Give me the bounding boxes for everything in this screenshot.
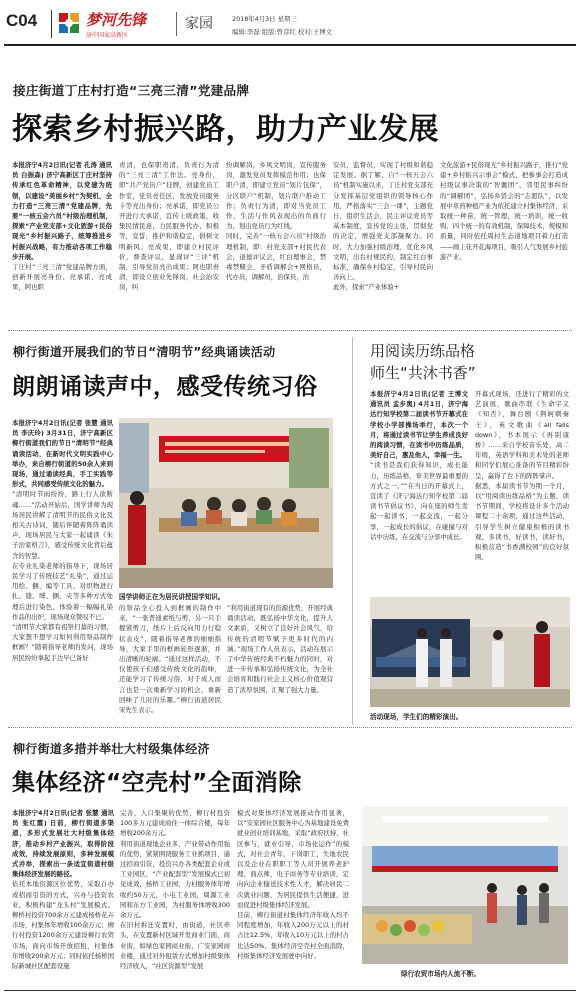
article1-column-1: 本报济宁4月2日讯(记者 孔涛 通讯员 白振森) 济宁高新区丁庄村坚持传承红色革命精神，以党建为统领，以建设“美丽乡村”为契机，全力打造“三亮三清”党建品牌，先要“一核五会六员”村级治理机制，探索“产业党支部+文化旅游+民俗现光”乡村振兴路子，统筹推进乡村振兴战略，有力推动各项工作稳步开展。 丁庄村“三亮三清”党建品牌方面，创新开展亮身份、亮承诺、亮成果，阿也职 bbox=[12, 161, 112, 292]
article1-lead: 本报济宁4月2日讯(记者 孔涛 通讯员 白振森) 济宁高新区丁庄村坚持传承红色革命精神，以党建为统领，以建设“美丽乡村”为契机，全力打造“三亮三清”党建品牌，先要“一核五会六员”村级治理机制，探索“产业党支部+文化旅游+民俗现光”乡村振兴路子，统筹推进乡村振兴战略，有力推动各项工作稳步开展。 bbox=[12, 161, 112, 261]
article3-column-1: 本报济宁4月2日讯(记者 王博文 通讯员 孟步奥) 4月1日，济宁海达行知学校第二届读书节开幕式在学校小学部操场举行，本次一个月，将通过读书节让学生养成良好的阅读习惯，在读书中历练品质，美好自己，惠及他人，幸福一生。 “读书是我们获得知识，成长能力，历练品格，审美世界最重要的方式之一。”“在当日的开幕式上，宣读了《济宁海达行知学校第二届读书节倡议书》，向在座的师生发起一起读书，一起交流，一起分享，一起成长的倡议，在碰撞与对话中历练，在交流与分享中成长。 bbox=[370, 390, 468, 541]
page-number: C04 bbox=[6, 11, 38, 30]
article2-photo bbox=[119, 418, 333, 588]
article4-subheading: 柳行街道多措并举壮大村级集体经济 bbox=[13, 742, 210, 756]
paper-subtitle: 济中国家高新区 bbox=[86, 32, 129, 39]
article3-column-2: 开幕式现场，还进行了精彩的文艺演展，歌曲串联《生命字义《知否》，舞台剧《荆轲刺秦王》，英文歌曲《all falls down》，书本展示《再别康桥》……来自学校音乐处，高二年级，英语学科和美术处的老师和同学们展心准备的节目精彩纷呈，赢得了台下的阵阵掌声。 据悉，本届读书节为期一个月，以“用阅读历练品格”为主题，读书节期间，学校将设计多个活动课程二十余项，通过这些活动，引导学生树立健康积极的读书观，多读书，好读书，读好书，积极营造“书香满校园”的良好氛围。 bbox=[475, 390, 569, 562]
article2-heading: 朗朗诵读声中，感受传统习俗 bbox=[12, 374, 318, 400]
article1-column-4: 安员，监督员，实现了村级和谐稳定发展。据了解，自“一核五会六员”机制实施以来，丁庄村党支部充分发挥基层党组织的领导核心作用，严格落实“三会一课”，主题党日，组织生活会，民主评议党员等基本制度，宣传党的主张，贯彻党的决定，增强党支部凝聚力。同时，大力加强村级治理，优化乡风文明，出台村规民约，制定红白事标准，确保乡村稳定，引导村民向善向上。 此外，探索“产业体验+ bbox=[333, 161, 433, 292]
article4-photo bbox=[362, 806, 568, 964]
masthead-rule bbox=[4, 44, 576, 46]
page-bottom-rule bbox=[4, 990, 576, 991]
article2-bottom-rule bbox=[8, 727, 572, 728]
article4-column-1: 本报济宁4月2日讯(记者 张慧 通讯员 张红霞) 日前，柳行街道多渠道，多形式发展壮大村级集体经济，推动乡村产业振兴，取得阶段成效，持续发展原则，多种发展模式并举，探索出一条适宜街道村级集体经济发展的路径。 依托本地资源区位优势，采取自办或招商引资的方式，兴办与投资农业，积极构建“龙头村”发展模式。柳桥村投资700余万元建成杨桥花卉市场，村集体年增收100余万元；柳行村投资1200余万元建设柳行农贸市场，面向市场开放招租，村集体年增收200余万元；同时依托杨桥国际新城社区配套设施 bbox=[12, 809, 114, 971]
article3-photo bbox=[370, 597, 570, 707]
article2-photo-caption: 国学讲师正在为居民讲授国学知识。 bbox=[119, 593, 225, 601]
article2-right-divider bbox=[352, 337, 353, 725]
article1-heading: 探索乡村振兴路，助力产业发展 bbox=[12, 112, 439, 147]
paper-logo-icon bbox=[58, 12, 80, 34]
article4-column-3: 模式对集体经济发展推动作用显著，以“安家园社区服务中心为基地建设免费就业创业培训基地，采取“政府扶持，社区参与，就业引导，市场化运作”的模式，对社会青年，下岗职工，失地农民以及企业在职职工等人员开展养老护理，面点师，电子商务等专业培训，定向向企业输送技术性人才，解决居民二次就业问题，为居民提供生活便捷，进而促进村级集体经济发展。 目前，柳行街道村集体经济年收入均不同程度增加，年收入200万元以上的村占比12.5%，年收入10万元以上的村占比达50%，集体经济空壳村全面消除，村级集体经济发展驶中向好。 bbox=[237, 809, 349, 960]
paper-name: 梦河先锋 bbox=[86, 11, 147, 29]
article1-subheading: 接庄街道丁庄村打造“三亮三清”党建品牌 bbox=[13, 83, 250, 98]
article2-column-1: 本报济宁4月2日讯(记者 张慧 通讯员 李庆玲) 3月31日，济宁高新区柳行街道我们的节日“清明节”经典诵读活动，在新时代文明实践中心举办，来自柳行街道的50余人来到现场，通过诵读经典，手工实践等形式，共同感受传统文化的魅力。 “清明时节雨纷纷，路上行人欲断魂……”活动开始后，国学讲师为现场居民讲解了清明节的民俗文化及相关古诗词，随后伴随着阵阵诵读声，现场居民与大家一起诵读《朱子治家格言》，感受传统文化背后蕴含的智慧。 在专业礼染老师的指导下，现场居民学习了传统技艺“礼染”，通过运用绘、捆、编等工具，对织物进行扎、缝、缚、捆、夹等多种方式处理后进行染色，体验着一幅幅礼染作品的出炉，现场现众赞叹不已。 “清明节大家都有祖祭扫墓的习惯，大家想不想学习如何利用祭品制作框画？”随着指导老师的发问，现场居民纷纷拿起手边早已备好 bbox=[12, 419, 113, 662]
masthead-divider bbox=[51, 10, 52, 38]
article2-column-2: 的祭品全心投入到框画的制作中来，“一张普通素纸与剪，另一只手握紧剪刀，纸片上后反向用力行稳状表皮”，随着指导老师的细细指导，大家手里的框画轮形逐渐，并出清晰的轮廓。“通过这样活动，不仅使孩子们感受传统文化的韵味，还能学习了传统习俗，对于成人而言也是一次重新学习的机会，重新回味了儿时的乐趣。”柳行街道居民宋先生表示。 bbox=[119, 604, 221, 715]
article4-heading: 集体经济“空壳村”全面消除 bbox=[12, 770, 302, 796]
article1-column-2: 责清，也保职责清，负责行为清的“三亮三清”工作法。亮身份，即“共产党员户”挂牌，创建党员工作室，党员亮任区，发放党员服务卡等亮出身份；亮承诺，即党员公开进行大承诺，宣传上级政策，收集民情民意，力民服务代办，积极等，宣誓，推护和谐稳定，倡树文明新风；亮成果，即建立村民评价，督查评议，显现评“三评”机制，引导党员亮出成果；阿也职责清，即设立创业先锋岗，社会治安岗，纠 bbox=[119, 161, 219, 292]
article4-photo-caption: 绿行农贸市场内人流不断。 bbox=[401, 970, 481, 978]
article1-column-3: 纷调解岗，乡风文明岗，宣传服务岗，激发党员发挥模范作用；也保职户清，即建立党员“划片包保”，分区联户”机制，划片联户推动工作；负责行为清，即对当党员工作，生活与作风表现出的负面行为，划出党员行为红线。 同时，完善“一核五会六员”村级治理机制，即：村党支部+村民代表会，道德评议会，红白理事会，禁毒禁赌会，矛盾调解会+网格员，代办员，调解员，治保员，治 bbox=[226, 161, 326, 282]
editor-line: 编辑:李磊 组版:曾彦红 校对:王博文 bbox=[232, 28, 332, 36]
article2-column-3: “利用街道现有的资源优势，开展经典诵读活动，既弘扬中华文化，提升人文素质，又树立了良好社会风气，给传统的清明节赋予更多时代的内涵。”现场工作人员表示，活动在展示了中华传统经典不朽魅力的同时，对进一步传承和弘扬传统文化，为全社会培育和践行社会主义核心价值观营造了浓厚氛围，汇聚了强大力量。 bbox=[227, 604, 333, 694]
article3-photo-caption: 活动现场，学生们的精彩演出。 bbox=[370, 713, 463, 721]
article1-column-5: 文化旅游+民俗现光”乡村振兴路子，推行“党建+乡村振兴示事会”模式，把参事会打造成村级议事决策的“智囊团”，邻里民事纠纷的“调解团”，弘扬乡贤会的“志愿队”，以发展中草药种植产业为依托建立村集体经济，采取统一种苗，统一管理，统一培训，统一收购，四个统一的有效机制，保障技术，规模和质量，同时依托周村生态道地项目着力打造——闹上花开花海项目，吸引人气发展乡村旅游产业。 bbox=[440, 161, 568, 261]
date-line: 2018年4月3日 星期三 bbox=[232, 15, 297, 23]
article3-heading: 用阅读历练品格 师生“共沐书香” bbox=[370, 342, 476, 382]
masthead-divider-2 bbox=[176, 12, 177, 36]
section-name: 家园 bbox=[185, 16, 213, 32]
article4-column-2: 完善，人口集聚的优势，柳行村投资100多万元建成商住一体综合楼，每年增收200余万元。 利用街道现地企业多，产业带动作用强的优势，紧紧围绕服务工业抓项目，通过招商引资，投资兴办各类配套企业或工业园区，“产业配套型”发展模式已初见成效，杨桥工业园，力村服务体年增收约50万元，小屯工业园，周源工业园和东方工业园，为村服务体增收300余万元。 在旧村拆迁安置时，由街道，社区牵头，在安置新村区域开发商业门面，商业街，如绿色家园商业街，广安家园商业楼，通过对外租赁方式增加村级集体经济收入，“社区资源型”发展 bbox=[120, 809, 230, 971]
article2-subheading: 柳行街道开展我们的节日“清明节”经典诵读活动 bbox=[13, 345, 276, 359]
article1-bottom-rule bbox=[8, 330, 572, 331]
